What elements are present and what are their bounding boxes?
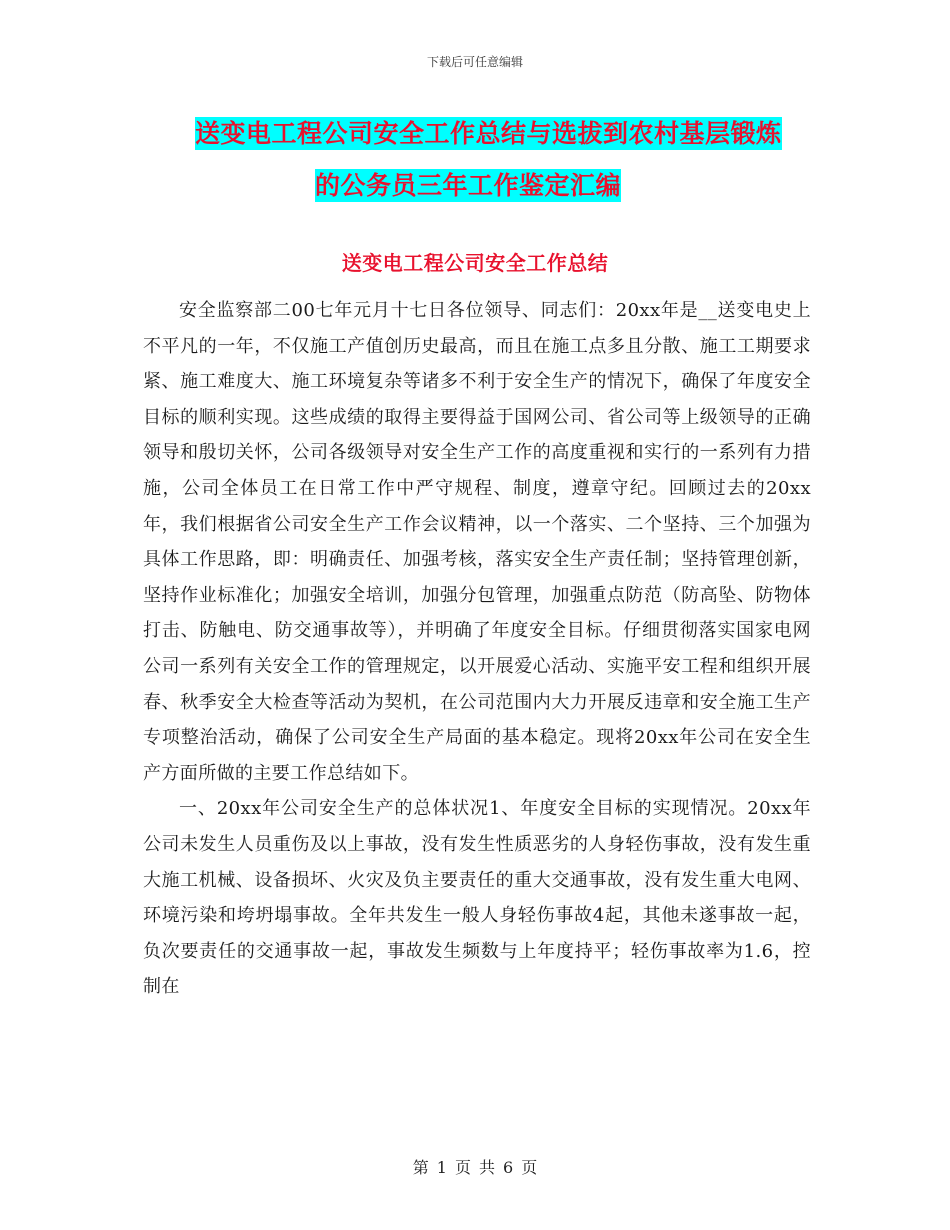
paragraph: 一、20xx年公司安全生产的总体状况1、年度安全目标的实现情况。20xx年公司未发生人员重伤及以上事故，没有发生性质恶劣的人身轻伤事故，没有发生重大施工机械、设备损坏、火灾及负主要责任的重大交通事故，没有发生重大电网、环境污染和垮坍塌事故。全年共发生一般人身轻伤事故4起，其他未遂事故一起，负次要责任的交通事故一起，事故发生频数与上年度持平；轻伤事故率为1.6，控制在 bbox=[143, 798, 811, 998]
body-text bbox=[143, 293, 811, 1005]
footer-label-page: 第 bbox=[412, 1158, 429, 1177]
footer-label-total: 共 bbox=[479, 1158, 496, 1177]
document-title-line2: 的公务员三年工作鉴定汇编 bbox=[315, 171, 622, 200]
section-title: 送变电工程公司安全工作总结 bbox=[341, 251, 609, 275]
page-footer bbox=[0, 1155, 950, 1178]
footer-label-total-unit: 页 bbox=[521, 1158, 538, 1177]
document-title bbox=[195, 108, 835, 212]
footer-current-page: 1 bbox=[436, 1158, 447, 1177]
footer-total-pages: 6 bbox=[503, 1158, 514, 1177]
document-title-line1: 送变电工程公司安全工作总结与选拔到农村基层锻炼 bbox=[195, 119, 782, 148]
footer-label-page-unit: 页 bbox=[454, 1158, 471, 1177]
header-note: 下载后可任意编辑 bbox=[426, 55, 523, 69]
paragraph: 安全监察部二00七年元月十七日各位领导、同志们：20xx年是__送变电史上不平凡的一年，不仅施工产值创历史最高，而且在施工点多且分散、施工工期要求紧、施工难度大、施工环境复杂等诸多不利于安全生产的情况下，确保了年度安全目标的顺利实现。这些成绩的取得主要得益于国网公司、省公司等上级领导的正确领导和殷切关怀，公司各级领导对安全生产工作的高度重视和实行的一系列有力措施，公司全体员工在日常工作中严守规程、制度，遵章守纪。回顾过去的20xx年，我们根据省公司安全生产工作会议精神，以一个落实、二个坚持、三个加强为具体工作思路，即：明确责任、加强考核，落实安全生产责任制；坚持管理创新，坚持作业标准化；加强安全培训，加强分包管理，加强重点防范（防高坠、防物体打击、防触电、防交通事故等），并明确了年度安全目标。仔细贯彻落实国家电网公司一系列有关安全工作的管理规定，以开展爱心活动、实施平安工程和组织开展春、秋季安全大检查等活动为契机，在公司范围内大力开展反违章和安全施工生产专项整治活动，确保了公司安全生产局面的基本稳定。现将20xx年公司在安全生产方面所做的主要工作总结如下。 bbox=[143, 300, 811, 784]
